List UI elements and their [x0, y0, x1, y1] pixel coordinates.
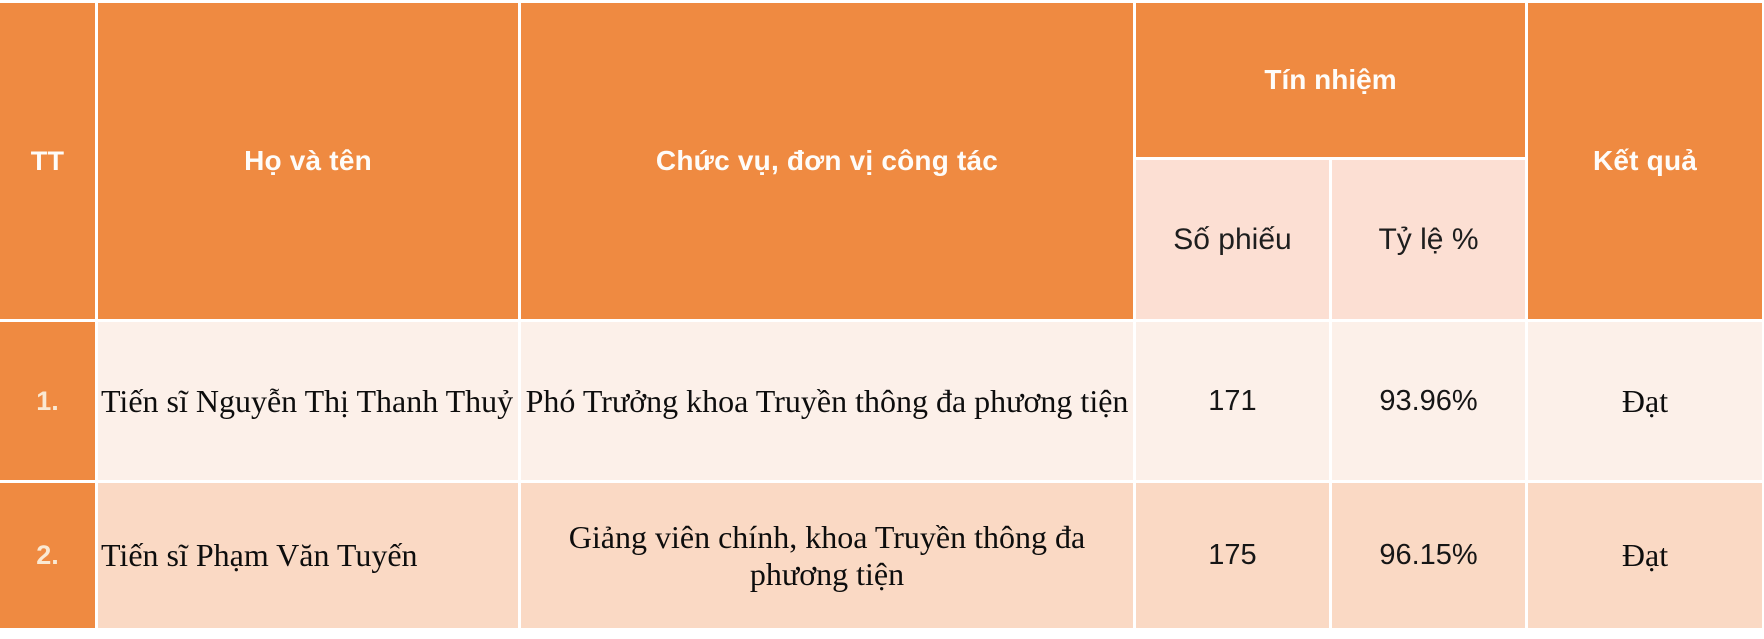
header-tin-nhiem: [1136, 3, 1525, 157]
row1-position: Phó Trưởng khoa Truyền thông đa phương tiện: [525, 382, 1129, 419]
header-so-phieu-label: Số phiếu: [1173, 222, 1292, 256]
row1-ordinal-cell: [0, 322, 95, 480]
header-tt: [0, 3, 95, 319]
header-tin-nhiem-group: [1136, 3, 1525, 319]
row1-result-cell: [1528, 322, 1762, 480]
row2-percent-cell: [1332, 483, 1525, 628]
header-ket-qua-label: Kết quả: [1592, 145, 1698, 176]
header-name-label: Họ và tên: [244, 145, 372, 176]
row1-name-cell: [98, 322, 518, 480]
row2-ordinal: 2.: [36, 540, 59, 570]
row1-ordinal: 1.: [36, 385, 59, 416]
vote-results-table: [0, 3, 1762, 628]
header-position: [521, 3, 1133, 319]
header-so-phieu: [1136, 160, 1329, 319]
row1-percent-cell: [1332, 322, 1525, 480]
row1-name: Tiến sĩ Nguyễn Thị Thanh Thuỷ: [101, 382, 514, 419]
row2-position-cell: [521, 483, 1133, 628]
row2-votes-cell: [1136, 483, 1329, 628]
row2-result-cell: [1528, 483, 1762, 628]
row2-votes: 175: [1208, 539, 1257, 571]
row1-position-cell: [521, 322, 1133, 480]
row2-result: Đạt: [1621, 537, 1669, 573]
row1-percent: 93.96%: [1379, 384, 1478, 417]
header-ty-le: [1332, 160, 1525, 319]
header-name: [98, 3, 518, 319]
row2-name: Tiến sĩ Phạm Văn Tuyến: [101, 537, 418, 573]
header-tin-nhiem-label: Tín nhiệm: [1264, 64, 1397, 95]
row1-votes-cell: [1136, 322, 1329, 480]
row2-percent: 96.15%: [1379, 539, 1478, 571]
header-ket-qua: [1528, 3, 1762, 319]
header-position-label: Chức vụ, đơn vị công tác: [655, 145, 999, 176]
row2-ordinal-cell: [0, 483, 95, 628]
row2-position: Giảng viên chính, khoa Truyền thông đa phương tiện: [568, 518, 1086, 592]
header-tt-label: TT: [30, 145, 65, 176]
row1-votes: 171: [1208, 384, 1257, 417]
row2-name-cell: [98, 483, 518, 628]
header-ty-le-label: Tỷ lệ %: [1378, 222, 1479, 256]
row1-result: Đạt: [1621, 382, 1669, 419]
